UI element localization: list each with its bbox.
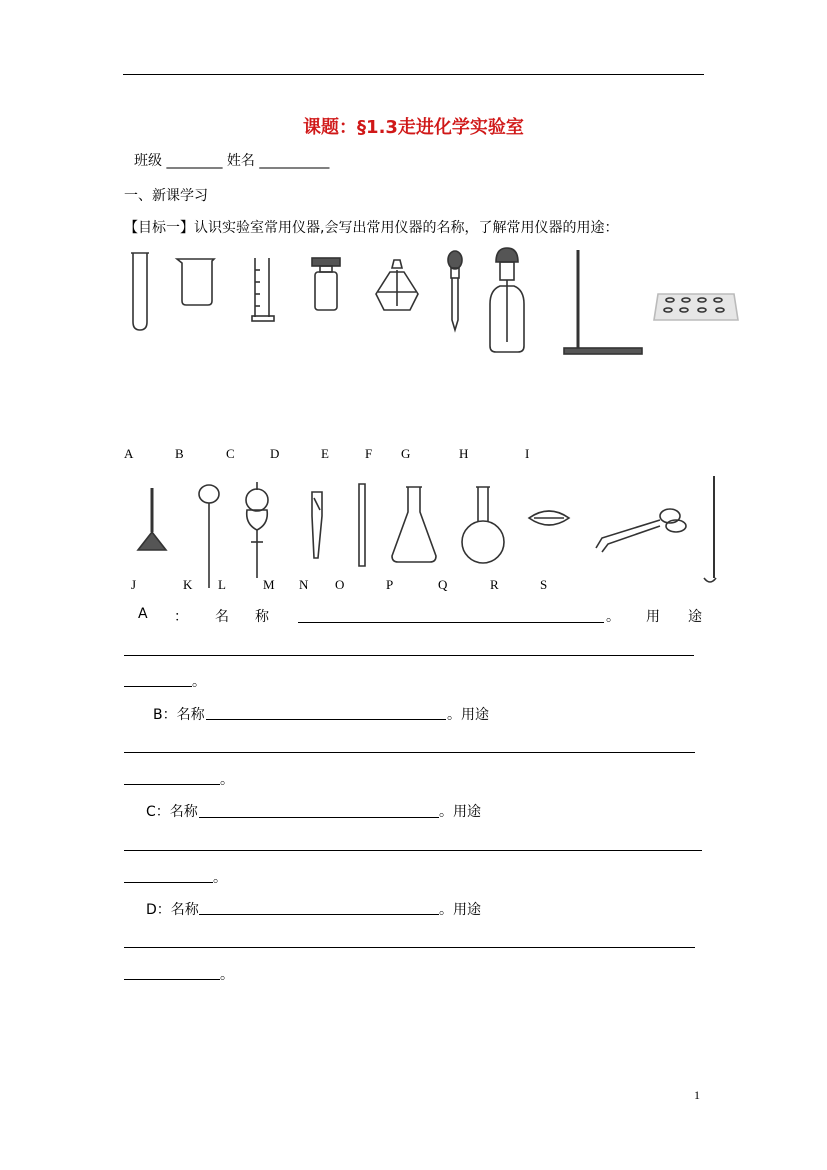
question-a-use-blank[interactable] [124,655,694,656]
label-d: D [270,446,280,461]
question-b-name-blank[interactable] [206,719,446,720]
conical-flask-icon [388,484,440,564]
crucible-tongs-icon [590,500,694,558]
label-s: S [540,577,548,592]
question-a-name-char1: 名 [215,609,229,625]
combustion-spoon-icon [700,472,722,588]
question-a-end: 。 [192,674,206,690]
label-m: M [263,577,275,592]
label-i: I [525,446,530,461]
label-h: H [459,446,469,461]
label-k: K [183,577,193,592]
label-p: P [386,577,394,592]
page-number: 1 [694,1088,700,1102]
question-a-period: 。 [606,609,620,625]
label-q: Q [438,577,448,592]
label-l: L [218,577,226,592]
question-a-use-char1: 用 [646,609,660,625]
beaker-icon [174,255,218,309]
class-name-field: 班级 ________ 姓名 __________ [134,153,330,169]
question-c-suffix: 。用途 [439,804,481,820]
label-g: G [401,446,411,461]
long-neck-funnel-icon [196,482,222,590]
question-d-prefix: D：名称 [146,902,199,918]
question-a-letter: A [138,606,148,622]
separatory-funnel-icon [241,480,273,580]
question-d-use-blank-2[interactable] [124,979,220,980]
label-r: R [490,577,499,592]
question-a-use-char2: 途 [688,609,702,625]
label-f: F [365,446,373,461]
dropper-icon [444,250,466,334]
question-c-name-blank[interactable] [199,817,439,818]
question-d-use-blank[interactable] [124,947,695,948]
iron-stand-icon [562,248,644,358]
question-b-use-blank[interactable] [124,752,695,753]
question-d-name-blank[interactable] [199,914,439,915]
question-d-suffix: 。用途 [439,902,481,918]
label-b: B [175,446,184,461]
question-c-use-blank[interactable] [124,850,702,851]
question-b-use-blank-2[interactable] [124,784,220,785]
question-b-prefix: B：名称 [153,707,205,723]
question-c-use-blank-2[interactable] [124,882,213,883]
question-c-prefix: C：名称 [146,804,198,820]
round-bottom-flask-icon [458,484,508,566]
question-c-end: 。 [213,870,227,886]
label-n: N [299,577,309,592]
label-c: C [226,446,235,461]
label-j: J [131,577,137,592]
test-tube-holder-icon [306,488,328,562]
question-a-use-blank-2[interactable] [124,686,192,687]
label-a: A [124,446,134,461]
test-tube-icon [128,250,152,334]
question-b-end: 。 [220,772,234,788]
question-d-end: 。 [220,967,234,983]
funnel-icon [132,484,172,560]
label-o: O [335,577,345,592]
label-e: E [321,446,329,461]
reagent-bottle-icon [308,255,344,315]
evaporating-dish-icon [526,500,572,536]
question-b-suffix: 。用途 [447,707,489,723]
alcohol-lamp-icon [372,258,422,314]
page-title: 课题：§1.3走进化学实验室 [303,117,524,138]
question-a-colon: ： [174,609,188,625]
goal-text: 【目标一】认识实验室常用仪器,会写出常用仪器的名称，了解常用仪器的用途： [124,220,619,236]
question-a-name-char2: 称 [255,609,269,625]
question-a-name-blank[interactable] [298,622,604,623]
graduated-cylinder-icon [250,255,276,323]
header-rule [123,74,704,75]
glass-rod-icon [356,482,368,568]
dropping-bottle-icon [482,246,532,356]
section-heading: 一、新课学习 [124,188,208,204]
spot-plate-icon [652,288,740,330]
